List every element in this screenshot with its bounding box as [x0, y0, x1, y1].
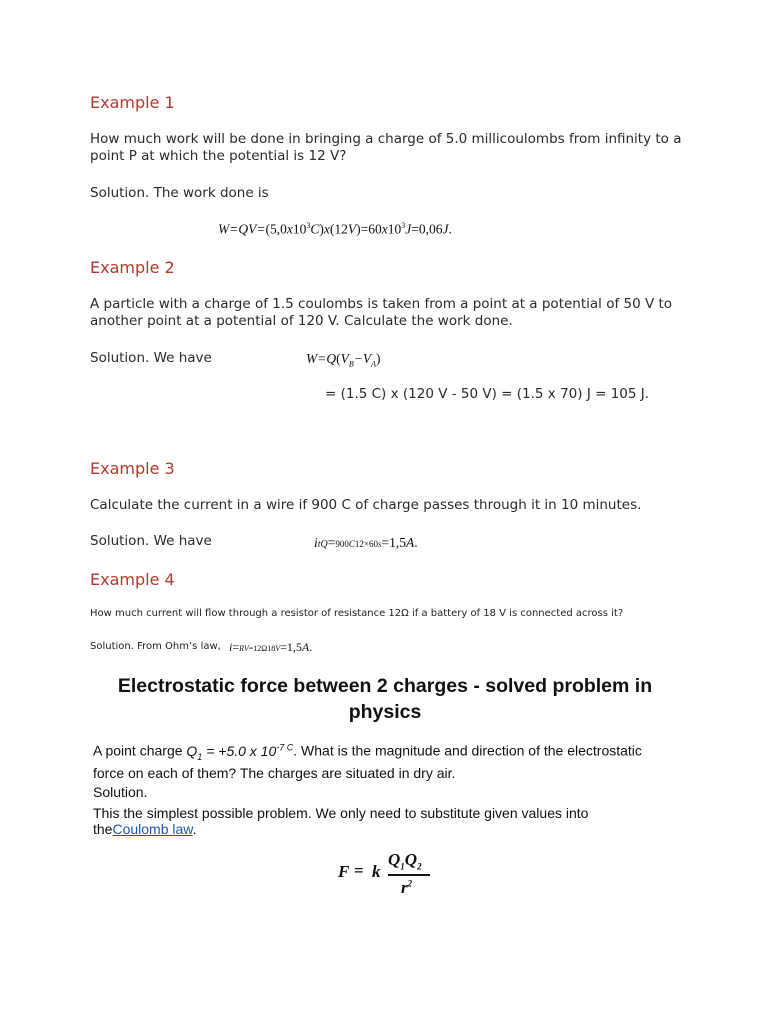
formula-denominator: $r^2$: [401, 878, 413, 897]
coulomb-formula: [338, 850, 448, 905]
coulomb-law-link[interactable]: Coulomb law: [112, 821, 193, 838]
example-2-question-line2: another point at a potential of 120 V. Calculate the work done.: [90, 313, 513, 329]
formula-k: k: [372, 862, 381, 881]
intro-rest: . What is the magnitude and direction of the electrostatic: [293, 742, 642, 759]
formula-numerator: $Q_1Q_2$: [388, 850, 422, 872]
section-title: Electrostatic force between 2 charges - solved problem in physics: [117, 675, 653, 723]
text-the: the: [93, 821, 113, 838]
example-2-question: [90, 296, 672, 330]
intro-charge: $Q_1 = +5.0$ x $10^{-7 C}$: [186, 742, 294, 762]
section-intro-line2: force on each of them? The charges are situated in dry air.: [93, 764, 456, 781]
example-1-equation: $W=QV=(5,0x10^3C)x(12V)=60x10^3J=0,06J$.: [218, 221, 452, 237]
section-intro-line1: [93, 739, 693, 765]
coulomb-text: [93, 805, 693, 838]
formula-lhs: F: [338, 862, 350, 881]
solution-label: Solution.: [93, 784, 148, 801]
example-1-question: [90, 131, 682, 165]
example-1-heading: Example 1: [90, 93, 175, 112]
section-intro: [93, 739, 693, 838]
formula-equals: =: [354, 861, 364, 880]
formula-fraction-bar: [388, 874, 430, 876]
example-4-heading: Example 4: [90, 570, 175, 589]
example-2-result: = (1.5 C) x (120 V - 50 V) = (1.5 x 70) J = 105 J.: [325, 386, 650, 402]
example-3-equation: itQ=900C12×60s=1,5A.: [314, 535, 418, 550]
intro-prefix: A point charge: [93, 742, 187, 759]
example-2-equation: $W=Q(V_B-V_A)$: [306, 351, 381, 369]
example-4-question: How much current will flow through a resistor of resistance 12Ω if a battery of 18 V is connected across it?: [90, 608, 624, 619]
example-2-heading: Example 2: [90, 258, 175, 277]
text-end: .: [192, 821, 197, 838]
coulomb-text-line1: This the simplest possible problem. We only need to substitute given values into: [93, 804, 589, 821]
example-2-question-line1: A particle with a charge of 1.5 coulombs is taken from a point at a potential of 50 V to: [90, 296, 673, 312]
example-4-solution: Solution. From Ohm’s law,: [90, 641, 221, 652]
example-3-question: Calculate the current in a wire if 900 C of charge passes through it in 10 minutes.: [90, 497, 642, 513]
example-2-solution: Solution. We have: [90, 350, 212, 366]
example-1-question-line1: How much work will be done in bringing a charge of 5.0 millicoulombs from infinity to a: [90, 131, 682, 147]
example-4-equation: i=RV=12Ω18V=1,5A.: [229, 640, 313, 654]
example-1-question-line2: point P at which the potential is 12 V?: [90, 148, 347, 164]
example-1-solution: Solution. The work done is: [90, 185, 269, 201]
example-3-solution: Solution. We have: [90, 533, 212, 549]
example-3-heading: Example 3: [90, 459, 175, 478]
coulomb-text-line2: [93, 821, 693, 838]
